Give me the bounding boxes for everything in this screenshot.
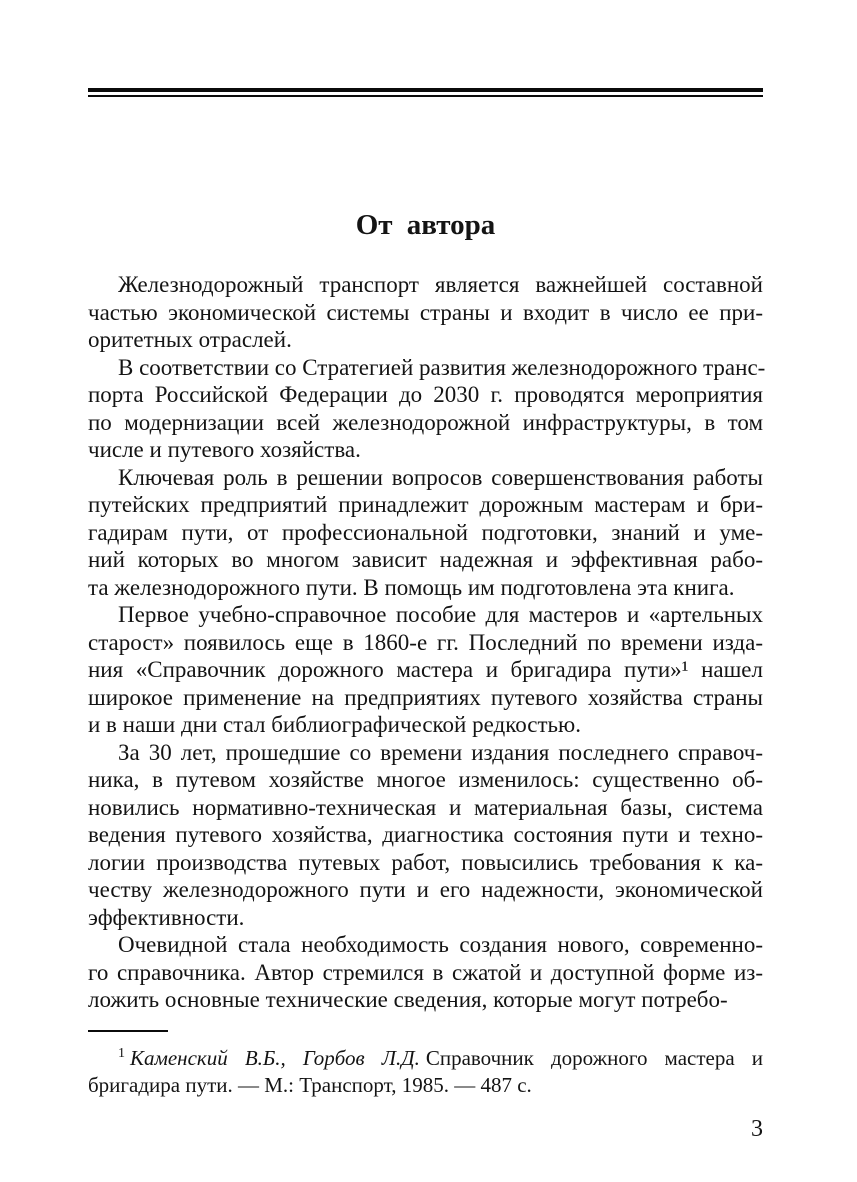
text-line: ложить основные технические сведения, которые могут потребо- bbox=[88, 987, 728, 1012]
text-line: Ключевая роль в решении вопросов совершенствования работы bbox=[118, 464, 763, 490]
text-line: та железнодорожного пути. В помощь им подготовлена эта книга. bbox=[88, 574, 735, 600]
text-line: эффективности. bbox=[88, 904, 245, 930]
text-line: Железнодорожный транспорт является важнейшей составной bbox=[118, 272, 763, 297]
text-line: и в наши дни стал библиографической редкостью. bbox=[88, 712, 581, 737]
paragraph bbox=[88, 271, 763, 354]
paragraph bbox=[88, 739, 763, 932]
text-line: широкое применение на предприятиях путевого хозяйства страны bbox=[88, 684, 763, 710]
text-line: новились нормативно-техническая и материальная базы, система bbox=[88, 794, 763, 820]
text-line: гадирам пути, от профессиональной подготовки, знаний и уме- bbox=[88, 519, 763, 545]
text-line: оритетных отраслей. bbox=[88, 327, 292, 352]
text-line: числе и путевого хозяйства. bbox=[88, 437, 361, 462]
footnote-authors: Каменский В.Б., Горбов Л.Д. bbox=[130, 1045, 420, 1070]
page-number: 3 bbox=[751, 1115, 763, 1142]
paragraph bbox=[88, 354, 766, 464]
text-line: ника, в путевом хозяйстве многое изменилось: существенно об- bbox=[88, 767, 763, 792]
text-line: За 30 лет, прошедшие со времени издания последнего справоч- bbox=[118, 739, 763, 765]
text-line: го справочника. Автор стремился в сжатой и доступной форме из- bbox=[88, 959, 763, 985]
text-line: честву железнодорожного пути и его надежности, экономической bbox=[88, 877, 763, 902]
text-line: ведения путевого хозяйства, диагностика состояния пути и техно- bbox=[88, 822, 763, 847]
paragraph bbox=[88, 464, 763, 602]
text-line: В соответствии со Стратегией развития железнодорожного транс- bbox=[118, 354, 766, 380]
chapter-title: От автора bbox=[355, 209, 496, 241]
text-line: логии производства путевых работ, повысились требования к ка- bbox=[88, 849, 763, 875]
text-line: Очевидной стала необходимость создания нового, современно- bbox=[118, 932, 763, 957]
text-line: ния «Справочник дорожного мастера и бригадира пути»¹ нашел bbox=[88, 657, 763, 682]
body-text bbox=[88, 271, 766, 1014]
text-line: частью экономической системы страны и входит в число ее при- bbox=[88, 299, 763, 325]
text-line: порта Российской Федерации до 2030 г. проводятся мероприятия bbox=[88, 382, 763, 407]
text-line: старост» появилось еще в 1860-е гг. Последний по времени изда- bbox=[88, 629, 763, 655]
paragraph bbox=[88, 601, 763, 739]
footnote-marker: 1 bbox=[118, 1045, 125, 1061]
text-line: по модернизации всей железнодорожной инфраструктуры, в том bbox=[88, 409, 763, 435]
text-line: ний которых во многом зависит надежная и эффективная рабо- bbox=[88, 547, 763, 572]
footnote-text: Справочник дорожного мастера и бригадира пути. — М.: Транспорт, 1985. — 487 с. bbox=[88, 1045, 763, 1097]
text-line: путейских предприятий принадлежит дорожным мастерам и бри- bbox=[88, 492, 763, 517]
paragraph bbox=[88, 931, 763, 1014]
top-double-rule bbox=[88, 88, 763, 97]
footnote bbox=[88, 1040, 763, 1099]
text-line: Первое учебно-справочное пособие для мастеров и «артельных bbox=[118, 602, 763, 627]
footnote-separator bbox=[88, 1030, 168, 1032]
